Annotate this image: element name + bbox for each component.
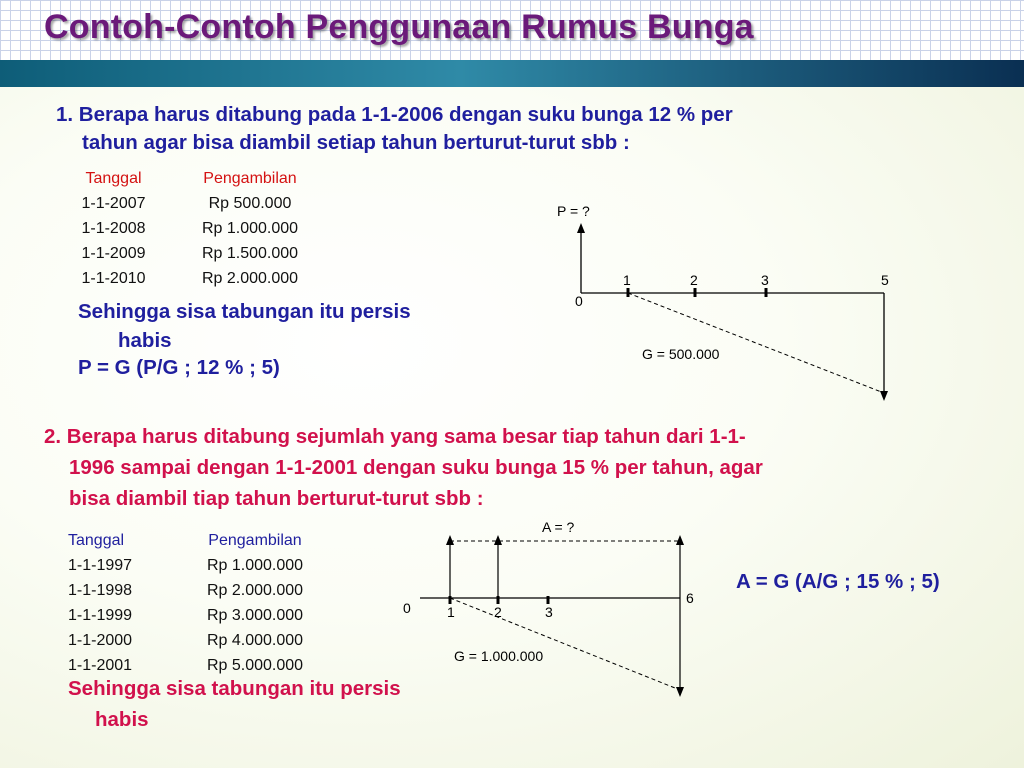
table-cell-amount: Rp 1.500.000 <box>201 244 299 262</box>
table-cell-date: 1-1-1999 <box>68 606 133 624</box>
table-cell-amount: Rp 2.000.000 <box>201 269 299 287</box>
table-cell-date: 1-1-2001 <box>68 656 133 674</box>
tick-label: 3 <box>545 604 553 620</box>
problem2-conclusion-line2: habis <box>95 708 149 731</box>
gradient-dashed-line <box>450 598 680 690</box>
problem2-question-line2: 1996 sampai dengan 1-1-2001 dengan suku bunga 15 % per tahun, agar <box>69 456 763 479</box>
table-cell-amount: Rp 500.000 <box>208 194 292 212</box>
origin-label: 0 <box>575 293 583 309</box>
table-cell-date: 1-1-2000 <box>68 631 133 649</box>
table-cell-amount: Rp 3.000.000 <box>206 606 304 624</box>
problem1-question-line1: 1. Berapa harus ditabung pada 1-1-2006 dengan suku bunga 12 % per <box>56 103 733 126</box>
table-cell-date: 1-1-2009 <box>81 244 146 262</box>
g-label: G = 500.000 <box>642 346 720 362</box>
column-header-date: Tanggal <box>85 169 142 187</box>
problem1-formula: P = G (P/G ; 12 % ; 5) <box>78 356 280 379</box>
p-label: P = ? <box>557 203 590 219</box>
table-cell-amount: Rp 1.000.000 <box>201 219 299 237</box>
problem2-conclusion-line1: Sehingga sisa tabungan itu persis <box>68 677 401 700</box>
tick-label: 1 <box>623 272 631 288</box>
table-cell-date: 1-1-2008 <box>81 219 146 237</box>
problem2-question-line1: 2. Berapa harus ditabung sejumlah yang sama besar tiap tahun dari 1-1- <box>44 425 746 448</box>
problem1-conclusion-line2: habis <box>118 329 172 352</box>
problem2-question-line3: bisa diambil tiap tahun berturut-turut sbb : <box>69 487 484 510</box>
tick-label: 5 <box>881 272 889 288</box>
table-cell-amount: Rp 5.000.000 <box>206 656 304 674</box>
tick-label: 3 <box>761 272 769 288</box>
problem1-conclusion-line1: Sehingga sisa tabungan itu persis <box>78 300 411 323</box>
table-cell-amount: Rp 2.000.000 <box>206 581 304 599</box>
g-label: G = 1.000.000 <box>454 648 544 664</box>
problem2-formula: A = G (A/G ; 15 % ; 5) <box>736 570 940 593</box>
tick-label: 2 <box>494 604 502 620</box>
table-cell-amount: Rp 4.000.000 <box>206 631 304 649</box>
column-header-withdrawal: Pengambilan <box>208 531 302 549</box>
table-cell-date: 1-1-2007 <box>81 194 146 212</box>
problem1-question-line2: tahun agar bisa diambil setiap tahun berturut-turut sbb : <box>82 131 630 154</box>
origin-label: 0 <box>403 600 411 616</box>
slide-title: Contoh-Contoh Penggunaan Rumus Bunga <box>44 8 754 46</box>
column-header-date: Tanggal <box>68 531 125 549</box>
table-cell-amount: Rp 1.000.000 <box>206 556 304 574</box>
table-cell-date: 1-1-1998 <box>68 581 133 599</box>
a-label: A = ? <box>542 519 575 535</box>
tick-label: 2 <box>690 272 698 288</box>
table-cell-date: 1-1-1997 <box>68 556 133 574</box>
column-header-withdrawal: Pengambilan <box>203 169 297 187</box>
end-tick-label: 6 <box>686 590 694 606</box>
tick-label: 1 <box>447 604 455 620</box>
table-cell-date: 1-1-2010 <box>81 269 146 287</box>
